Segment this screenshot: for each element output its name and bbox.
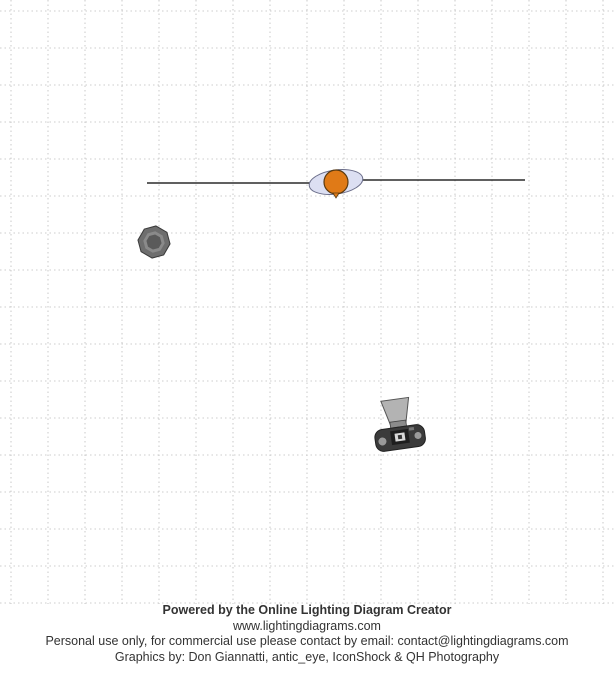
octabox-softbox-icon[interactable] (136, 224, 173, 261)
footer-title: Powered by the Online Lighting Diagram Creator (162, 603, 452, 617)
footer-credits: Graphics by: Don Giannatti, antic_eye, IconShock & QH Photography (114, 649, 500, 664)
person-top-view-icon[interactable] (308, 166, 365, 198)
diagram-footer (0, 603, 614, 665)
footer-license: Personal use only, for commercial use please contact by email: contact@lightingdiagrams.com (45, 634, 569, 648)
footer-website: www.lightingdiagrams.com (233, 618, 381, 633)
